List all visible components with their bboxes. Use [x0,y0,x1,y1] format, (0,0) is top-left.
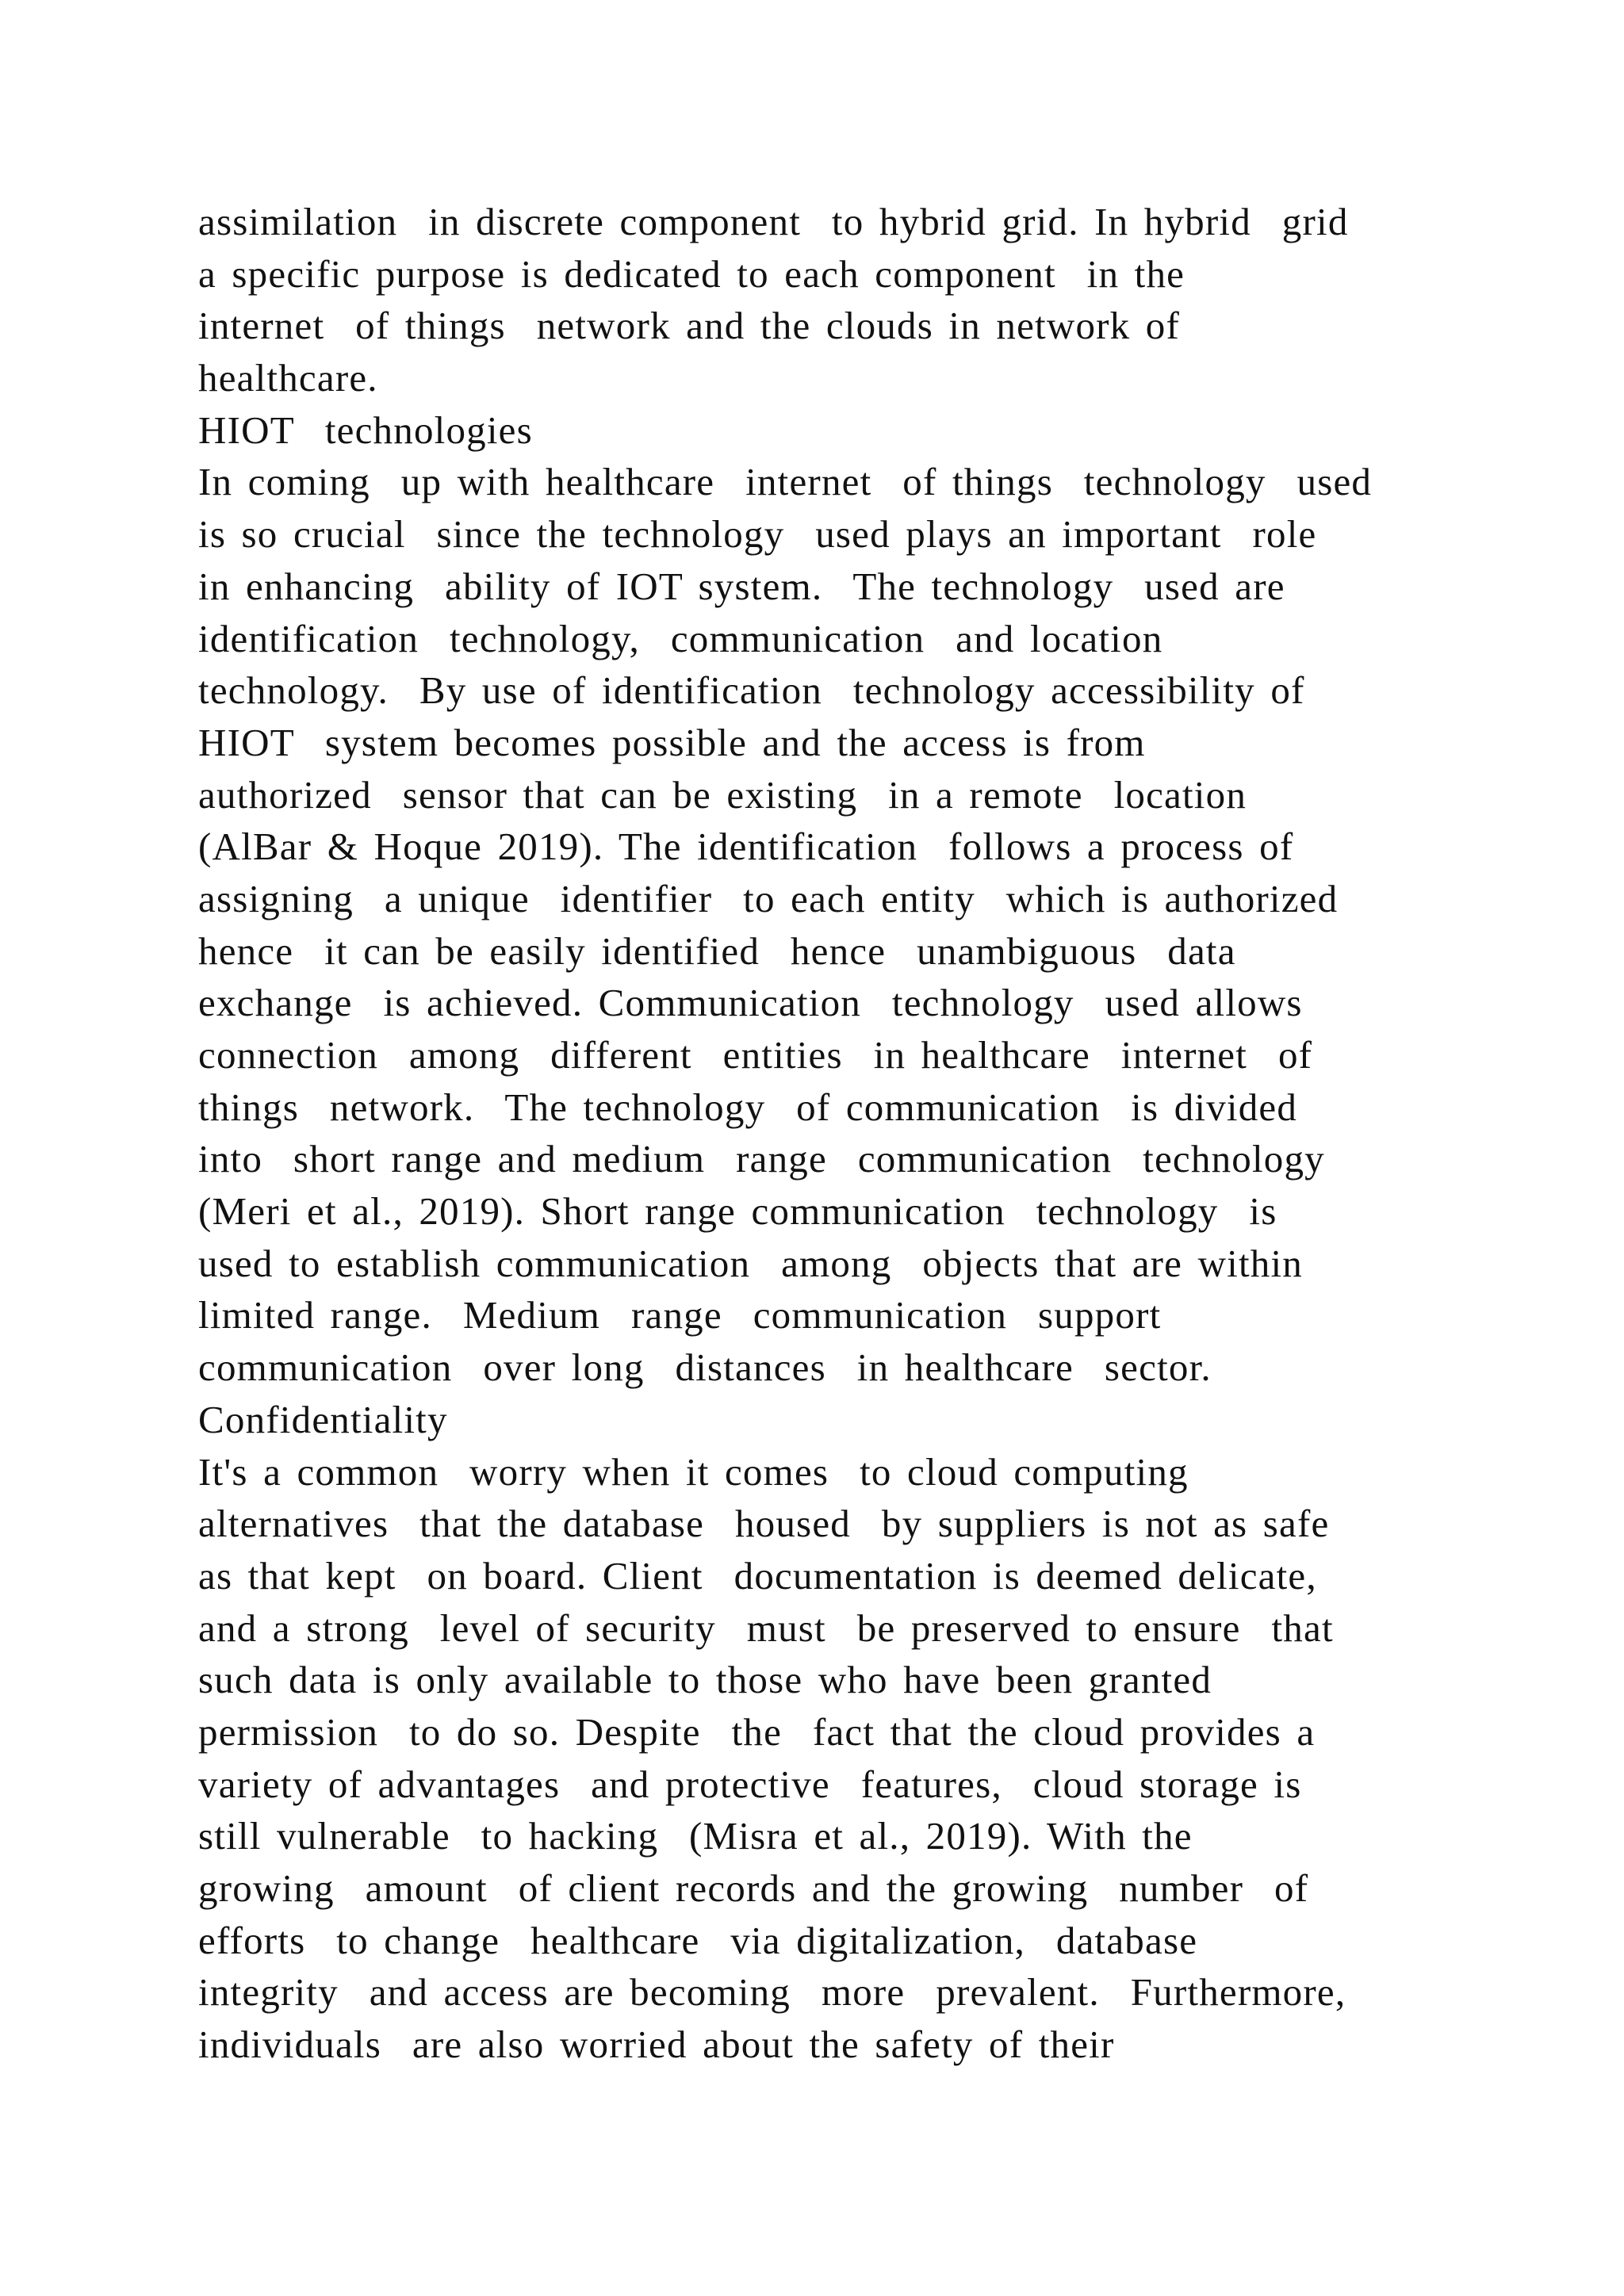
text-line: as that kept on board. Client documentation is deemed delicate, [198,1553,1317,1598]
text-line: limited range. Medium range communication support [198,1293,1162,1337]
text-line: (Meri et al., 2019). Short range communication technology is [198,1189,1277,1234]
text-line: connection among different entities in healthcare internet of [198,1033,1313,1077]
text-line: and a strong level of security must be preserved to ensure that [198,1605,1334,1650]
text-line: into short range and medium range communication technology [198,1137,1325,1181]
text-line: (AlBar & Hoque 2019). The identification follows a process of [198,825,1294,869]
text-line: assigning a unique identifier to each entity which is authorized [198,876,1339,920]
section-heading: Confidentiality [198,1397,448,1441]
text-line: integrity and access are becoming more prevalent. Furthermore, [198,1970,1346,2015]
text-line: It's a common worry when it comes to cloud computing [198,1449,1189,1494]
text-line: communication over long distances in healthcare sector. [198,1345,1212,1390]
text-line: such data is only available to those who have been granted [198,1658,1212,1702]
text-line: individuals are also worried about the safety of their [198,2022,1115,2067]
text-line: still vulnerable to hacking (Misra et al., 2019). With the [198,1814,1193,1858]
text-line: alternatives that the database housed by suppliers is not as safe [198,1502,1330,1546]
text-line: In coming up with healthcare internet of things technology used [198,460,1373,504]
text-line: exchange is achieved. Communication technology used allows [198,981,1303,1025]
text-line: things network. The technology of communication is divided [198,1085,1298,1129]
text-line: in enhancing ability of IOT system. The technology used are [198,564,1285,608]
text-line: used to establish communication among objects that are within [198,1241,1303,1285]
text-line: is so crucial since the technology used plays an important role [198,512,1317,557]
text-line: authorized sensor that can be existing in a remote location [198,772,1247,817]
text-line: a specific purpose is dedicated to each component in the [198,251,1185,296]
text-line: variety of advantages and protective features, cloud storage is [198,1762,1302,1806]
text-line: growing amount of client records and the growing number of [198,1866,1309,1910]
text-line: efforts to change healthcare via digitalization, database [198,1918,1198,1962]
body-text [198,196,1467,2071]
text-line: permission to do so. Despite the fact that the cloud provides a [198,1709,1316,1754]
text-line: healthcare. [198,356,378,400]
text-line: technology. By use of identification technology accessibility of [198,668,1305,713]
text-line: hence it can be easily identified hence unambiguous data [198,928,1236,973]
text-line: HIOT system becomes possible and the access is from [198,720,1146,764]
text-line: identification technology, communication and location [198,616,1163,660]
text-line: assimilation in discrete component to hybrid grid. In hybrid grid [198,200,1349,243]
section-heading: HIOT technologies [198,408,533,452]
text-line: internet of things network and the clouds in network of [198,304,1181,348]
